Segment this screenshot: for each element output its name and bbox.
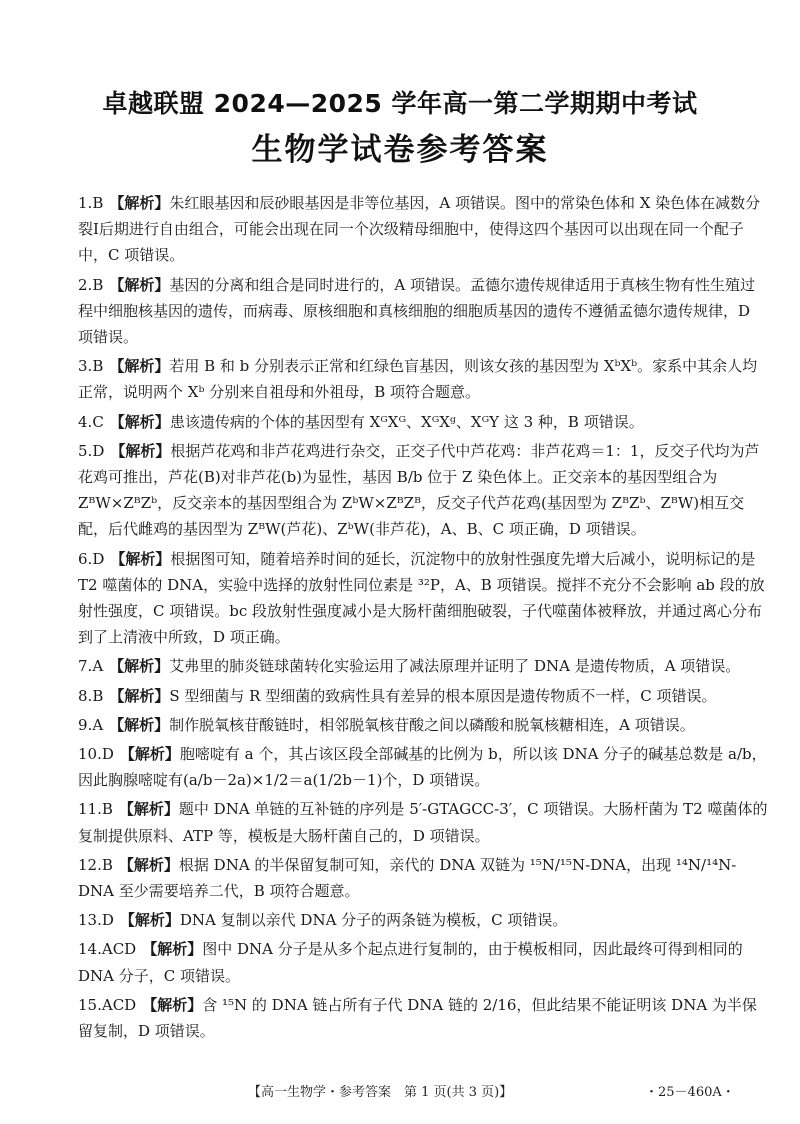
question-number: 7. — [78, 657, 93, 676]
analysis-text: 题中 DNA 单链的互补链的序列是 5′-GTAGCC-3′，C 项错误。大肠杆菌为 T2 噬菌体的复制提供原料、ATP 等，模板是大肠杆菌自己的，D 项错误。 — [78, 800, 768, 845]
answer-item-10 — [78, 741, 768, 793]
analysis-tag: 【解析】 — [109, 686, 170, 705]
exam-title: 卓越联盟 2024—2025 学年高一第二学期期中考试 — [102, 89, 698, 118]
analysis-tag: 【解析】 — [109, 412, 170, 431]
answer-item-4 — [78, 409, 768, 435]
answer-item-11 — [78, 796, 768, 848]
question-number: 4. — [78, 412, 93, 431]
question-number: 11. — [78, 800, 102, 819]
answer-choice: D — [101, 745, 114, 764]
answer-item-15 — [78, 992, 768, 1044]
analysis-tag: 【解析】 — [110, 441, 171, 460]
analysis-tag: 【解析】 — [109, 194, 170, 212]
page-footer — [0, 1081, 800, 1103]
answer-item-9 — [78, 712, 768, 738]
question-number: 5. — [78, 441, 93, 460]
analysis-tag: 【解析】 — [109, 275, 170, 294]
answer-choice: C — [92, 412, 104, 431]
analysis-text: DNA 复制以亲代 DNA 分子的两条链为模板，C 项错误。 — [179, 911, 568, 930]
analysis-text: 胞嘧啶有 a 个，其占该区段全部碱基的比例为 b，所以该 DNA 分子的碱基总数是 a/b，因此胸腺嘧啶有(a/b－2a)×1/2＝a(1/2b－1)个，D 项错误。 — [78, 745, 767, 790]
analysis-text: 含 ¹⁵N 的 DNA 链占所有子代 DNA 链的 2/16，但此结果不能证明该 DNA 为半保留复制，D 项错误。 — [78, 995, 757, 1041]
analysis-tag: 【解析】 — [142, 940, 203, 959]
analysis-text: 根据图可知，随着培养时间的延长，沉淀物中的放射性强度先增大后减小，说明标记的是 T2 噬菌体的 DNA，实验中选择的放射性同位素是 ³²P，A、B 项错误。搅拌不充分不会影响 ab 段的放射性强度，C 项错误。bc 段放射性强度减小是大肠杆菌细胞破裂，子代噬菌体被释放，并通过离心分布到了上清液中所致，D 项正确。 — [78, 549, 765, 647]
answer-choice: B — [92, 194, 104, 212]
answer-item-7 — [78, 653, 768, 679]
answer-item-13 — [78, 907, 768, 933]
analysis-text: 图中 DNA 分子是从多个起点进行复制的，由于模板相同，因此最终可得到相同的 DNA 分子，C 项错误。 — [78, 940, 743, 985]
question-number: 15. — [78, 995, 102, 1014]
analysis-text: S 型细菌与 R 型细菌的致病性具有差异的根本原因是遗传物质不一样，C 项错误。 — [169, 686, 717, 705]
answer-item-1 — [78, 190, 768, 269]
answer-choice: ACD — [101, 940, 137, 959]
analysis-text: 基因的分离和组合是同时进行的，A 项错误。孟德尔遗传规律适用于真核生物有性生殖过程中细胞核基因的遗传，而病毒、原核细胞和真核细胞的细胞质基因的遗传不遵循孟德尔遗传规律，D 项错误。 — [78, 275, 755, 347]
analysis-tag: 【解析】 — [119, 745, 180, 764]
answer-item-12 — [78, 852, 768, 904]
answer-choice: D — [92, 441, 105, 460]
analysis-text: 患该遗传病的个体的基因型有 XᴳXᴳ、XᴳXᵍ、XᴳY 这 3 种，B 项错误。 — [169, 412, 644, 431]
question-number: 10. — [78, 745, 102, 764]
answer-item-5 — [78, 438, 768, 543]
question-number: 8. — [78, 686, 93, 705]
analysis-text: 朱红眼基因和辰砂眼基因是非等位基因，A 项错误。图中的常染色体和 X 染色体在减数分裂Ⅰ后期进行自由组合，可能会出现在同一个次级精母细胞中，使得这四个基因可以出现在同一个配子中，C 项错误。 — [78, 194, 761, 265]
analysis-tag: 【解析】 — [118, 800, 179, 819]
answer-choice: B — [92, 275, 104, 294]
question-number: 14. — [78, 940, 102, 959]
analysis-text: 艾弗里的肺炎链球菌转化实验运用了减法原理并证明了 DNA 是遗传物质，A 项错误。 — [169, 657, 741, 676]
question-number: 2. — [78, 275, 93, 294]
answer-item-8 — [78, 683, 768, 709]
answer-choice: B — [92, 357, 104, 376]
question-number: 6. — [78, 549, 93, 568]
answer-choice: B — [101, 800, 113, 819]
analysis-tag: 【解析】 — [110, 549, 171, 568]
analysis-text: 若用 B 和 b 分别表示正常和红绿色盲基因，则该女孩的基因型为 XᵇXᵇ。家系中其余人均正常，说明两个 Xᵇ 分别来自祖母和外祖母，B 项符合题意。 — [78, 357, 758, 402]
analysis-tag: 【解析】 — [118, 855, 179, 874]
footer-page-info: 【高一生物学・参考答案 第 1 页(共 3 页)】 — [248, 1085, 513, 1100]
answer-list — [78, 190, 768, 1044]
analysis-text: 制作脱氧核苷酸链时，相邻脱氧核苷酸之间以磷酸和脱氧核糖相连，A 项错误。 — [169, 715, 695, 734]
answer-choice: B — [92, 686, 104, 705]
analysis-text: 根据芦花鸡和非芦花鸡进行杂交，正交子代中芦花鸡：非芦花鸡＝1：1，反交子代均为芦花鸡可推出，芦花(B)对非芦花(b)为显性，基因 B/b 位于 Z 染色体上。正交亲本的基因型组合为 ZᴮW×ZᴮZᵇ，反交亲本的基因型组合为 ZᵇW×ZᴮZᴮ，反交子代芦花鸡(基因型为 ZᴮZᵇ、ZᴮW)相互交配，后代雌鸡的基因型为 ZᴮW(芦花)、ZᵇW(非芦花)，A、B、C 项正确，D 项错误。 — [78, 441, 760, 539]
answer-item-2 — [78, 272, 768, 351]
answer-choice: B — [101, 855, 113, 874]
analysis-tag: 【解析】 — [109, 357, 170, 376]
question-number: 13. — [78, 911, 102, 930]
answer-choice: D — [92, 549, 105, 568]
answer-choice: ACD — [101, 995, 137, 1014]
answer-item-3 — [78, 353, 768, 405]
analysis-tag: 【解析】 — [109, 657, 170, 676]
analysis-tag: 【解析】 — [109, 715, 170, 734]
answer-choice: D — [101, 911, 114, 930]
answer-choice: A — [92, 715, 104, 734]
analysis-tag: 【解析】 — [142, 995, 203, 1014]
answer-item-6 — [78, 546, 768, 651]
answer-item-14 — [78, 936, 768, 988]
answer-choice: A — [92, 657, 104, 676]
question-number: 12. — [78, 855, 102, 874]
question-number: 3. — [78, 357, 93, 376]
document-title: 生物学试卷参考答案 — [251, 132, 549, 168]
analysis-tag: 【解析】 — [119, 911, 180, 930]
question-number: 9. — [78, 715, 93, 734]
analysis-text: 根据 DNA 的半保留复制可知，亲代的 DNA 双链为 ¹⁵N/¹⁵N-DNA，出现 ¹⁴N/¹⁴N-DNA 至少需要培养二代，B 项符合题意。 — [78, 855, 737, 901]
footer-code: ・25－460A・ — [645, 1085, 735, 1100]
question-number: 1. — [78, 194, 93, 212]
